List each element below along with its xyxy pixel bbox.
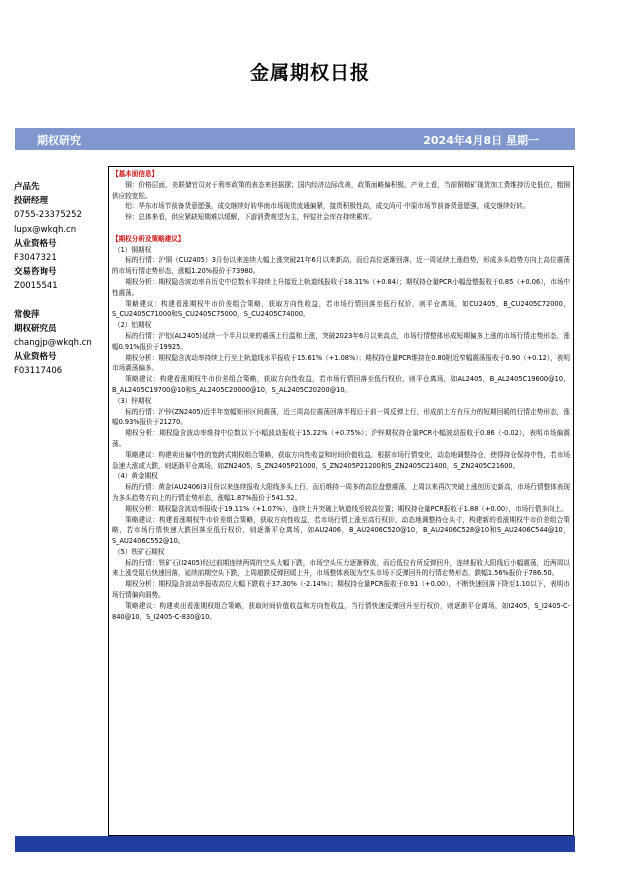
item-label: （3）锌期权 [114, 396, 152, 405]
header-date: 2024年4月8日 星期一 [423, 134, 539, 147]
footer-bar [15, 836, 575, 852]
analyst-email: lupx@wkqh.cn [14, 224, 77, 235]
item-paragraph: 策略建议：构建卖出偏中性的宽跨式期权组合策略，获取方向性收益和时间价值收益，根据市场行情变化，动态地调整持仓，使得持仓保持中性，若市场急速大涨或大跌，则逐渐平仓离场，如ZN2405，S_ZN2405P21000，S_ZN2405P21200和S_ZN2405C21400，S_ZN2405C21600。 [112, 450, 570, 470]
section-title-analysis: 【期权分析及策略建议】 [112, 234, 185, 243]
basic-paragraph: 铜：价格层面，美联储官员对于利率政策的表态来回摇摆；国内经济边际改善，政策面略偏积极。产业上看，当前铜精矿现货加工费维持历史低位，粗铜供应较宽松。 [112, 180, 570, 200]
item-paragraph: 策略建议：构建看涨期权牛市价差组合策略，获取方向性收益，若市场行情回落至低行权价，则平仓离场，如CU2405，B_CU2405C72000，S_CU2405C71000和S_CU2405C75000，S_CU2405C74000。 [112, 299, 570, 319]
item-label: （5）铁矿石期权 [114, 547, 165, 556]
analyst-email: changjp@wkqh.cn [14, 338, 92, 349]
cert-label: 从业资格号 [14, 238, 57, 249]
section-title-basic: 【基本面信息】 [112, 170, 159, 178]
analyst-role: 期权研究员 [14, 323, 57, 334]
report-title: 金属期权日报 [249, 62, 370, 84]
item-paragraph: 策略建议：构建看涨期权牛市价差组合策略，获取方向性收益，若市场行情上涨至高行权价，动态地调整持仓头寸，构建新的看涨期权牛市价差组合策略，若市场行情快速大跌回落至低行权价，则逐渐平仓离场，如AU2406，B_AU2406C520@10，B_AU2406C528@10和S_AU2406C544@10，S_AU2406C552@10。 [112, 515, 570, 546]
item-paragraph: 标的行情：铁矿石(I2405)经过前期连续两周的空头大幅下跌，市场空头压力逐渐释放，而后低位有所反弹回升，连续报收大阳线后小幅震荡，近两周以来上涨受阻后快速回落，延续前期空头下跌，上周超跌反弹回暖上升，市场整体表现为空头市场下反弹回升的行情走势形态，跌幅1.56%报价于786.50。 [112, 558, 570, 578]
analyst-name: 常俊萍 [14, 309, 40, 320]
item-paragraph: 标的行情：黄金(AU2406)3月份以来连续报收大阳线多头上行，而后维持一周多的高位盘整震荡，上周以来再次突破上涨创历史新高，市场行情整体表现为多头趋势方向上的行情走势形态，涨幅1.87%报价于541.52。 [112, 483, 570, 502]
consult-label: 交易咨询号 [14, 267, 57, 278]
item-paragraph: 标的行情：沪锌(ZN2405)近半年宽幅矩形区间震荡，近三周高位震荡回落半程后于前一周反弹上行，形成前上方有压力的短期回暖的行情走势形态，涨幅0.93%报价于21270。 [112, 407, 570, 427]
item-paragraph: 期权分析：期权隐含波动率持续上行至上轨道线水平报收于15.61%（+1.08%）；期权持仓量PCR维持在0.80附近窄幅震荡报收于0.90（+0.12），表明市场震荡偏多。 [112, 353, 570, 373]
item-paragraph: 策略建议：构建卖出看涨期权组合策略，获取时间价值收益和方向性收益，当行情快速反弹回升至行权价，则逐渐平仓离场，如I2405，S_I2405-C-840@10，S_I2405-C-830@10。 [112, 601, 570, 621]
item-label: （4）黄金期权 [114, 472, 158, 481]
item-paragraph: 期权分析：期权隐含波动率自历史中位数水平持续上升接近上轨道线报收于18.31%（+0.84）；期权持仓量PCR小幅盘整报收于0.85（+0.06），市场中性震荡。 [112, 277, 570, 297]
header-bar [15, 128, 575, 150]
report-body [108, 166, 574, 836]
consult-number: Z0015541 [14, 281, 58, 292]
item-paragraph: 标的行情：沪铜（CU2405）3月份以来连续大幅上涨突破21年6月以来新高，而后高位逐渐回落，近一周延续上涨趋势，形成多头趋势方向上高位震荡的市场行情走势形态，涨幅1.20%报价于73980。 [112, 256, 570, 276]
analyst-role: 投研经理 [14, 196, 49, 207]
item-paragraph: 期权分析：期权隐含波动率报收于19.11%（+1.07%），连续上升突破上轨道线至较高位置；期权持仓量PCR报收于1.88（+0.00），市场行情多向上。 [125, 504, 568, 513]
header-section: 期权研究 [37, 134, 81, 147]
item-paragraph: 标的行情：沪铝(AL2405)延续一个半月以来的震荡上行温和上涨，突破2023年6月以来高点，市场行情整体形成短期偏多上涨的市场行情走势形态，涨幅0.91%报价于19925。 [112, 331, 570, 351]
analyst-phone: 0755-23375252 [14, 210, 82, 221]
cert-number: F03117406 [14, 366, 63, 377]
blank-line [112, 223, 570, 234]
analyst-name: 卢品先 [14, 182, 40, 192]
item-paragraph: 策略建议：构建看涨期权牛市价差组合策略，获取方向性收益，若市场行情回落至低行权价，则平仓离场，如AL2405，B_AL2405C19600@10，B_AL2405C19700@10和S_AL2405C20000@10，S_AL2405C20200@10。 [112, 375, 570, 394]
basic-paragraph: 铝：华东市场节前备货意愿强，成交继续好转华南市场现货流通偏紧，接货积极性高，成交尚可·中原市场节前备货意愿强，成交继续好转。 [125, 202, 530, 211]
item-label: （1）铜期权 [114, 245, 152, 254]
item-paragraph: 期权分析：期权隐含波动率报收高位大幅下跌收于37.30%（-2.14%）；期权持仓量PCR报收于0.91（+0.00），不断快速回落下降至1.10以下，表明市场行情偏向弱势。 [112, 580, 570, 600]
cert-number: F3047321 [14, 253, 57, 264]
item-paragraph: 期权分析：期权隐含波动率维持中位数以下小幅波动报收于15.22%（+0.75%）；沪锌期权持仓量PCR小幅波动报收于0.86（-0.02），表明市场偏震荡。 [112, 429, 570, 448]
cert-label: 从业资格号 [14, 352, 57, 363]
item-label: （2）铝期权 [114, 321, 152, 330]
basic-paragraph: 锌：总体来看，供应紧缺短期难以缓解，下游消费观望为主，锌锭社会库存持续累库。 [125, 213, 376, 222]
analyst-sidebar [14, 180, 109, 379]
